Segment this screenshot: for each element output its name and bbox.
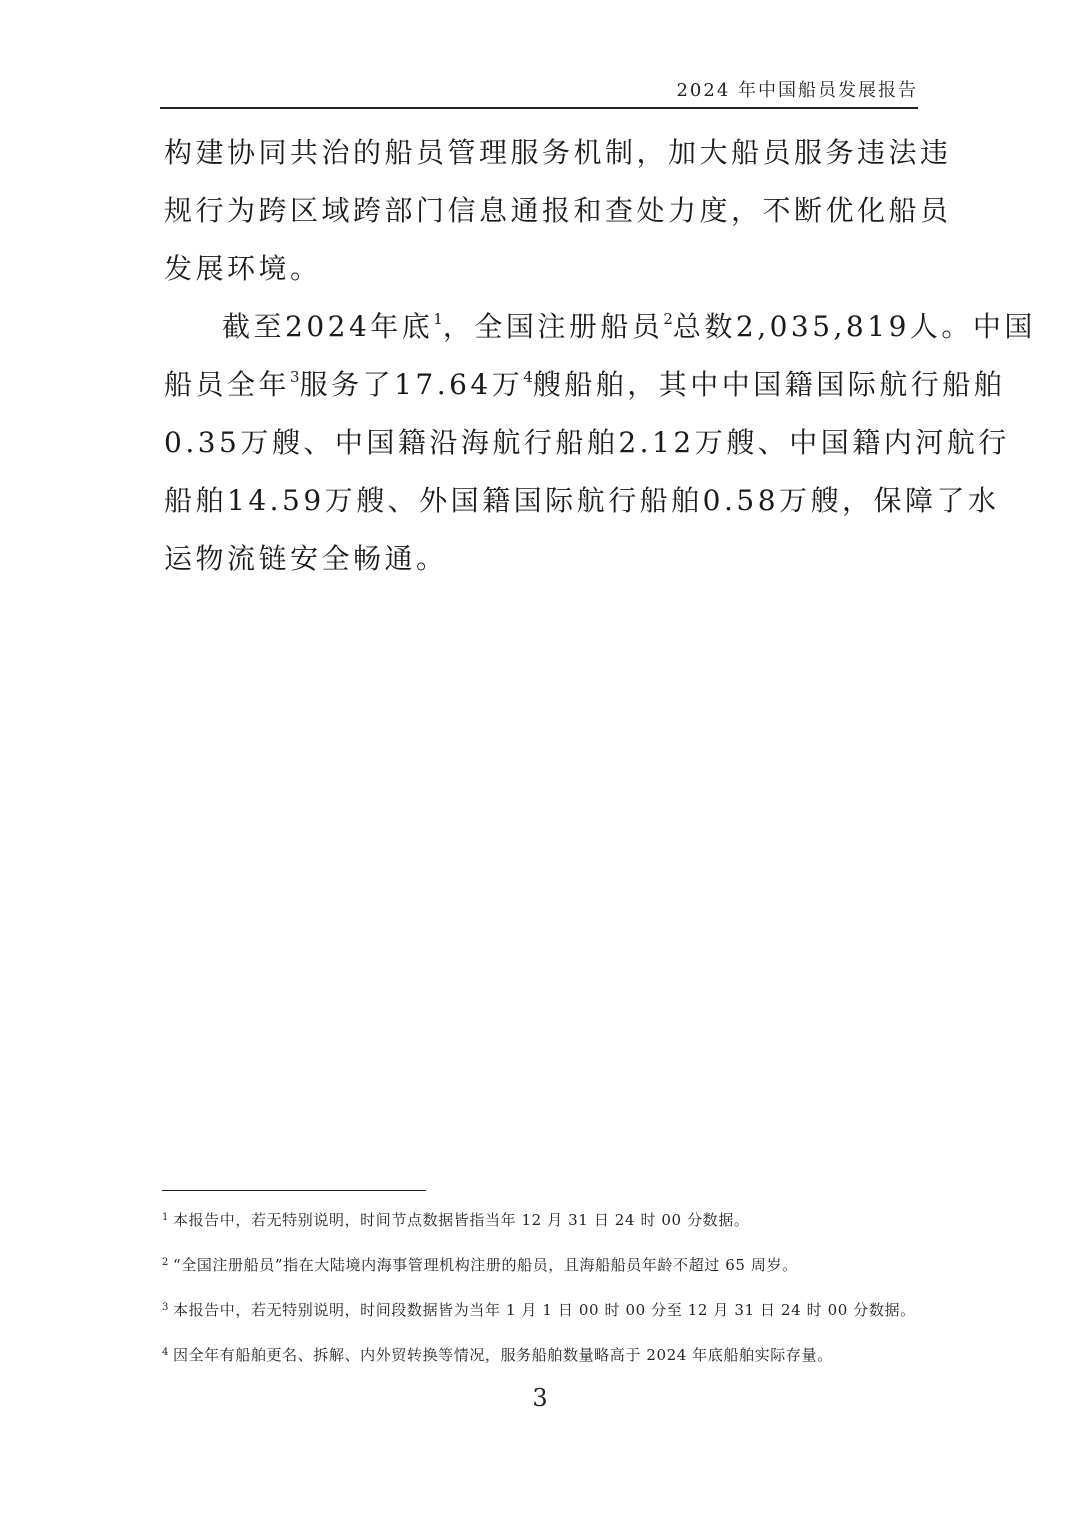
footnote-text: 本报告中，若无特别说明，时间段数据皆为当年 1 月 1 日 00 时 00 分至 12 月 31 日 24 时 00 分数据。: [172, 1301, 916, 1319]
paragraph-line: 构建协同共治的船员管理服务机制，加大船员服务违法违: [164, 136, 952, 169]
paragraph-line: [164, 298, 1036, 356]
header-divider: [160, 107, 918, 109]
footnote-text: “全国注册船员”指在大陆境内海事管理机构注册的船员，且海船船员年龄不超过 65 周岁。: [172, 1256, 798, 1274]
footnote-ref-2[interactable]: 2: [663, 310, 673, 328]
paragraph-line: 发展环境。: [164, 252, 322, 285]
body-text: [164, 124, 1036, 588]
paragraph-2: [164, 298, 1036, 588]
footnote-3: [162, 1298, 922, 1320]
footnotes: [162, 1208, 922, 1388]
footnote-mark: 2: [162, 1257, 169, 1268]
text-run: 总数2,035,819人。中国: [672, 310, 1036, 343]
footnote-mark: 3: [162, 1302, 169, 1313]
paragraph-line: [164, 356, 1006, 414]
footnote-4: [162, 1343, 922, 1365]
text-run: ，全国注册船员: [442, 310, 664, 343]
footnote-text: 本报告中，若无特别说明，时间节点数据皆指当年 12 月 31 日 24 时 00 分数据。: [172, 1211, 750, 1229]
paragraph-line: 0.35万艘、中国籍沿海航行船舶2.12万艘、中国籍内河航行: [164, 426, 1010, 459]
footnote-mark: 4: [162, 1347, 169, 1358]
paragraph-1: [164, 124, 952, 298]
footnote-ref-3[interactable]: 3: [290, 368, 300, 386]
paragraph-line: 运物流链安全畅通。: [164, 542, 448, 575]
footnote-divider: [162, 1190, 426, 1191]
page-number: 3: [532, 1384, 548, 1412]
footnote-mark: 1: [162, 1212, 169, 1223]
text-run: 艘船舶，其中中国籍国际航行船舶: [532, 368, 1006, 401]
footnote-ref-4[interactable]: 4: [523, 368, 533, 386]
running-header-title: 2024 年中国船员发展报告: [676, 80, 918, 101]
text-run: 截至2024年底: [222, 310, 434, 343]
paragraph-line: 规行为跨区域跨部门信息通报和查处力度，不断优化船员: [164, 194, 952, 227]
footnote-ref-1[interactable]: 1: [433, 310, 443, 328]
text-run: 服务了17.64万: [299, 368, 524, 401]
footnote-text: 因全年有船舶更名、拆解、内外贸转换等情况，服务船舶数量略高于 2024 年底船舶实际存量。: [172, 1346, 833, 1364]
footnote-2: [162, 1253, 922, 1275]
paragraph-line: 船舶14.59万艘、外国籍国际航行船舶0.58万艘，保障了水: [164, 484, 1000, 517]
footnote-1: [162, 1208, 922, 1230]
text-run: 船员全年: [164, 368, 291, 401]
